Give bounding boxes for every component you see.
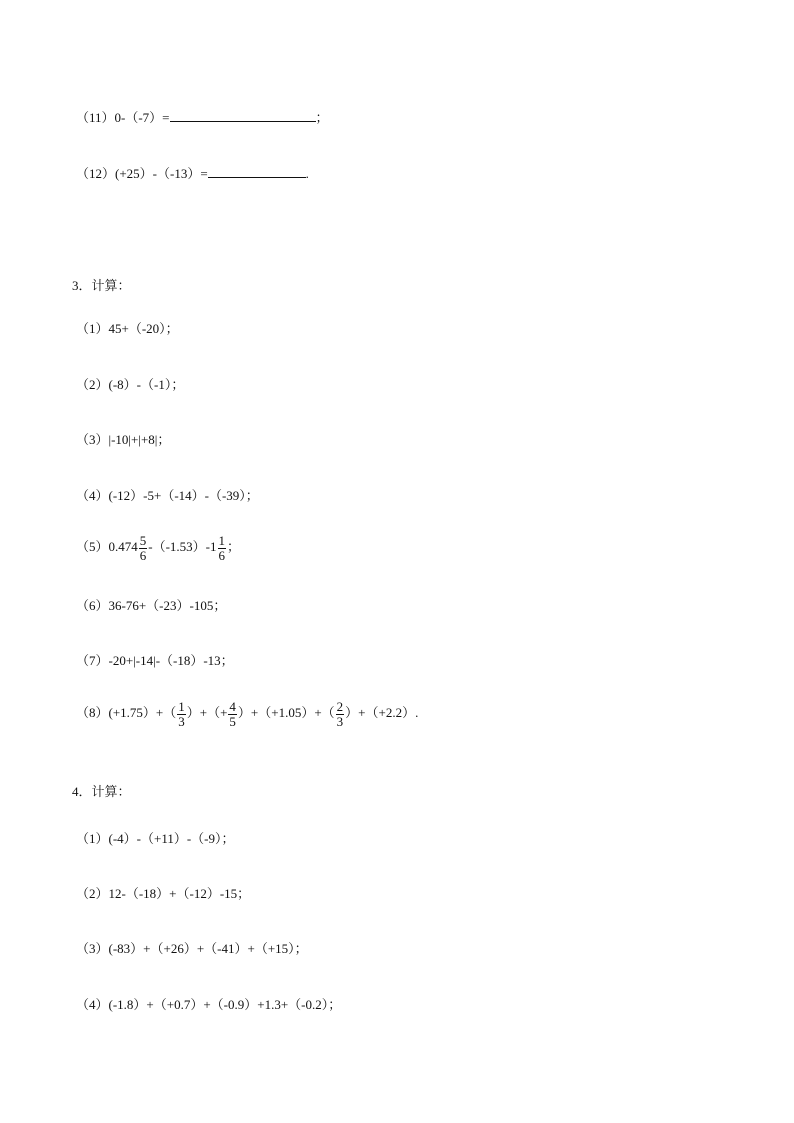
problem-3-2: （2）(-8）-（-1）； — [76, 377, 185, 392]
problem-2-12 — [76, 165, 309, 183]
problem-2-11 — [76, 109, 329, 127]
numerator: 4 — [229, 698, 236, 714]
fraction — [177, 700, 186, 729]
fraction — [139, 534, 148, 563]
denominator: 3 — [336, 713, 344, 729]
denominator: 5 — [229, 713, 236, 729]
problem-3-4: （4）(-12）-5+（-14）-（-39）； — [76, 488, 259, 503]
numerator: 5 — [139, 532, 147, 548]
answer-blank[interactable] — [208, 165, 306, 178]
numerator: 1 — [218, 532, 226, 548]
problem-text: （5）0.474 — [76, 539, 138, 554]
problem-text: ）+（+2.2）. — [345, 705, 419, 720]
problem-3-3: （3）|-10|+|+8|； — [76, 432, 171, 447]
problem-3-7: （7）-20+|-14|-（-18）-13； — [76, 653, 234, 668]
problem-3-8 — [76, 696, 418, 730]
problem-text: （11）0-（-7）= — [76, 110, 170, 125]
punctuation: ； — [227, 539, 241, 554]
problem-4-2: （2）12-（-18）+（-12）-15； — [76, 886, 251, 901]
answer-blank[interactable] — [170, 109, 316, 122]
problem-4-3: （3）(-83）+（+26）+（-41）+（+15）； — [76, 941, 308, 956]
section-3-heading: 3．计算： — [72, 278, 131, 293]
fraction — [336, 700, 345, 729]
denominator: 3 — [178, 713, 185, 729]
problem-text: （8）(+1.75）+（ — [76, 705, 177, 720]
problem-4-4: （4）(-1.8）+（+0.7）+（-0.9）+1.3+（-0.2）； — [76, 997, 342, 1012]
denominator: 6 — [218, 547, 226, 563]
numerator: 2 — [336, 698, 344, 714]
denominator: 6 — [139, 547, 147, 563]
punctuation: . — [305, 166, 309, 181]
problem-3-6: （6）36-76+（-23）-105； — [76, 598, 227, 613]
problem-text: ）+（+ — [186, 705, 228, 720]
fraction — [218, 534, 227, 563]
punctuation: ； — [315, 110, 329, 125]
problem-text: ）+（+1.05）+（ — [237, 705, 335, 720]
section-4-heading: 4．计算： — [72, 784, 131, 799]
problem-3-1: （1）45+（-20）； — [76, 321, 179, 336]
problem-3-5 — [76, 530, 240, 564]
problem-4-1: （1）(-4）-（+11）-（-9）； — [76, 831, 235, 846]
fraction — [228, 700, 237, 729]
numerator: 1 — [178, 698, 185, 714]
problem-text: （12）(+25）-（-13）= — [76, 166, 208, 181]
problem-text: -（-1.53）-1 — [148, 539, 217, 554]
